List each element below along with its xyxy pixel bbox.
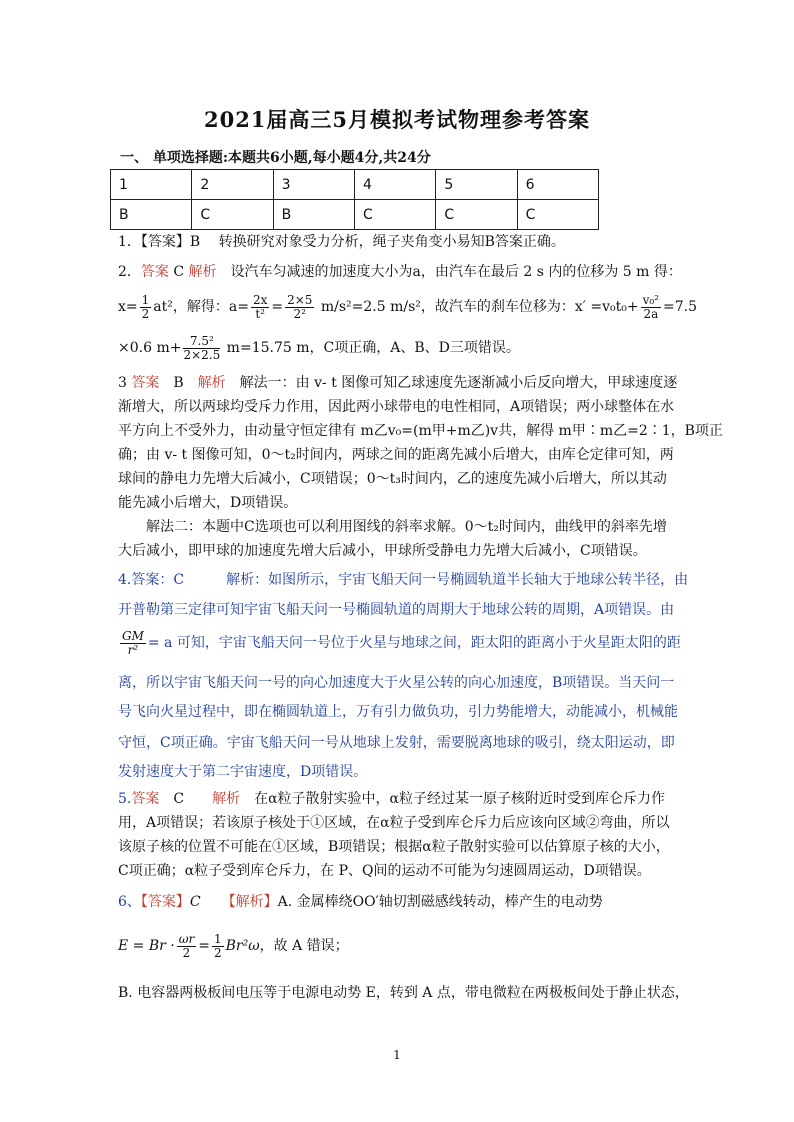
q3-head: 3 bbox=[118, 375, 132, 391]
q3-line-5: 球间的静电力先增大后减小，C项错误；0～t₃时间内，乙的速度先减小后增大，所以其动 bbox=[118, 471, 667, 487]
denominator: 2 bbox=[141, 306, 150, 321]
q3-answer-label: 答案 bbox=[131, 375, 160, 391]
numerator: 1 bbox=[141, 292, 150, 307]
q5-head: 5. bbox=[118, 791, 132, 807]
q6-line-2: B. 电容器两极板间电压等于电源电动势 E，转到 A 点，带电微粒在两极板间处于静止状态， bbox=[118, 985, 689, 1001]
numerator: ωr bbox=[178, 931, 195, 946]
q2-head: 2． bbox=[118, 264, 141, 280]
section-heading: 一、 单项选择题:本题共6小题,每小题4分,共24分 bbox=[120, 150, 431, 166]
q2-text-1: 设汽车匀减速的加速度大小为a，由汽车在最后 2 s 内的位移为 5 m 得： bbox=[216, 264, 682, 280]
fraction bbox=[120, 630, 146, 657]
q5-answer-label: 答案 bbox=[131, 791, 160, 807]
table-row-answers bbox=[111, 200, 599, 230]
denominator: 2×2.5 bbox=[183, 347, 221, 362]
table-cell: 6 bbox=[517, 170, 598, 200]
numerator: v₀² bbox=[642, 292, 660, 307]
q5-jiexi-label: 解析 bbox=[212, 791, 241, 807]
eq-part: E = Br · bbox=[118, 938, 175, 954]
q4-line-5: 号飞向火星过程中，即在椭圆轨道上，万有引力做负功，引力势能增大，动能减小，机械能 bbox=[118, 704, 678, 720]
fraction bbox=[212, 933, 224, 960]
page-title: 2021届高三5月模拟考试物理参考答案 bbox=[203, 107, 591, 132]
fraction bbox=[285, 294, 314, 321]
eq-part: = bbox=[198, 938, 210, 954]
table-cell: 1 bbox=[111, 170, 192, 200]
q3-line-2: 渐增大，所以两球均受斥力作用，因此两小球带电的电性相同，A项错误；两小球整体在水 bbox=[118, 399, 675, 415]
q3-line-6: 能先减小后增大，D项错误。 bbox=[118, 495, 298, 511]
fraction bbox=[140, 294, 152, 321]
fraction bbox=[641, 294, 661, 321]
q6-line-1 bbox=[118, 892, 603, 912]
eq-part: ，故 A 错误； bbox=[259, 938, 349, 954]
q5-line-1 bbox=[118, 789, 665, 809]
numerator: 2x bbox=[252, 292, 268, 307]
q4-line-2: 开普勒第三定律可知宇宙飞船天问一号椭圆轨道的周期大于地球公转的周期，A项错误。由 bbox=[118, 602, 675, 618]
page-number: 1 bbox=[393, 1048, 401, 1062]
denominator: t² bbox=[255, 306, 265, 321]
eq-part: Br²ω bbox=[225, 938, 260, 954]
q3-line-1 bbox=[118, 373, 677, 393]
denominator: 2 bbox=[182, 945, 191, 960]
q4-line-3 bbox=[118, 628, 681, 658]
q3-jiexi-label: 解析 bbox=[197, 375, 226, 391]
q3-answer: B bbox=[159, 375, 198, 391]
fraction bbox=[177, 933, 197, 960]
q2-part: = bbox=[271, 299, 284, 315]
table-cell: 5 bbox=[436, 170, 517, 200]
answer-table bbox=[110, 169, 599, 230]
q2-answer-label: 答案 bbox=[140, 264, 169, 280]
denominator: 2² bbox=[293, 306, 306, 321]
table-cell: C bbox=[192, 200, 273, 230]
table-cell: B bbox=[111, 200, 192, 230]
q6-jiexi-label: 【解析】 bbox=[228, 894, 278, 910]
denominator: 2a bbox=[643, 306, 659, 321]
fraction bbox=[251, 294, 269, 321]
q4-line-1: 4.答案：C 解析：如图所示，宇宙飞船天问一号椭圆轨道半长轴大于地球公转半径，由 bbox=[118, 572, 689, 588]
q2-line-2 bbox=[118, 292, 697, 322]
q4-text-3: = a 可知，宇宙飞船天问一号位于火星与地球之间，距太阳的距离小于火星距太阳的距 bbox=[147, 635, 681, 651]
numerator: GM bbox=[122, 628, 144, 643]
q3-line-4: 确；由 v- t 图像可知，0～t₂时间内，两球之间的距离先减小后增大，由库仑定律可知，两 bbox=[118, 447, 674, 463]
numerator: 1 bbox=[214, 931, 222, 946]
q2-line-3 bbox=[118, 333, 520, 363]
q6-equation bbox=[118, 930, 349, 962]
q2-part: at²，解得：a= bbox=[153, 299, 249, 315]
table-cell: 2 bbox=[192, 170, 273, 200]
q2-part: ×0.6 m+ bbox=[118, 340, 182, 356]
q4-line-7: 发射速度大于第二宇宙速度，D项错误。 bbox=[118, 764, 368, 780]
q2-part: m=15.75 m，C项正确，A、B、D三项错误。 bbox=[222, 340, 520, 356]
fraction bbox=[183, 335, 220, 362]
q6-answer-label: 【答案】 bbox=[140, 894, 190, 910]
denominator: 2 bbox=[214, 945, 222, 960]
q5-line-2: 用，A项错误；若该原子核处于①区域，在α粒子受到库仑斥力后应该向区域②弯曲，所以 bbox=[118, 815, 670, 831]
q5-line-3: 该原子核的位置不可能在①区域，B项错误；根据α粒子散射实验可以估算原子核的大小， bbox=[118, 839, 670, 855]
q5-line-4: C项正确；α粒子受到库仑斥力，在 P、Q间的运动不可能为匀速圆周运动，D项错误。 bbox=[118, 863, 651, 879]
q6-head: 6、 bbox=[118, 894, 141, 910]
q2-part: m/s²=2.5 m/s²，故汽车的刹车位移为：x′ =v₀t₀+ bbox=[316, 299, 639, 315]
q2-jiexi-label: 解析 bbox=[188, 264, 217, 280]
table-cell: C bbox=[517, 200, 598, 230]
table-cell: 4 bbox=[354, 170, 435, 200]
table-cell: C bbox=[436, 200, 517, 230]
q3-line-3: 平方向上不受外力，由动量守恒定律有 m乙v₀=(m甲+m乙)v共，解得 m甲∶m乙=2∶1，B项正 bbox=[118, 423, 723, 439]
q3-line-7: 解法二：本题中C选项也可以利用图线的斜率求解。0～t₂时间内，曲线甲的斜率先增 bbox=[118, 519, 667, 535]
q2-answer: C bbox=[168, 264, 189, 280]
q6-text-1: A. 金属棒绕OO′轴切割磁感线转动，棒产生的电动势 bbox=[277, 894, 603, 910]
table-cell: C bbox=[354, 200, 435, 230]
q3-line-8: 大后减小，即甲球的加速度先增大后减小，甲球所受静电力先增大后减小，C项错误。 bbox=[118, 543, 647, 559]
table-cell: 3 bbox=[273, 170, 354, 200]
q2-part: =7.5 bbox=[663, 299, 698, 315]
q2-part: x= bbox=[118, 299, 138, 315]
q3-text-1: 解法一：由 v- t 图像可知乙球速度先逐渐减小后反向增大，甲球速度逐 bbox=[225, 375, 678, 391]
q2-line-1 bbox=[118, 262, 682, 282]
q6-answer: C bbox=[189, 894, 201, 910]
q5-text-1: 在α粒子散射实验中，α粒子经过某一原子核附近时受到库仑斥力作 bbox=[240, 791, 665, 807]
q4-line-6: 守恒，C项正确。宇宙飞船天问一号从地球上发射，需要脱离地球的吸引，绕太阳运动，即 bbox=[118, 735, 675, 751]
q4-line-4: 离，所以宇宙飞船天问一号的向心加速度大于火星公转的向心加速度，B项错误。当天问一 bbox=[118, 675, 675, 691]
numerator: 7.5² bbox=[183, 335, 220, 349]
q1-text: 1．【答案】B 转换研究对象受力分析，绳子夹角变小易知B答案正确。 bbox=[118, 234, 565, 250]
table-row-numbers bbox=[111, 170, 599, 200]
table-cell: B bbox=[273, 200, 354, 230]
numerator: 2×5 bbox=[287, 292, 313, 307]
denominator: r² bbox=[127, 642, 139, 657]
q5-answer: C bbox=[159, 791, 213, 807]
